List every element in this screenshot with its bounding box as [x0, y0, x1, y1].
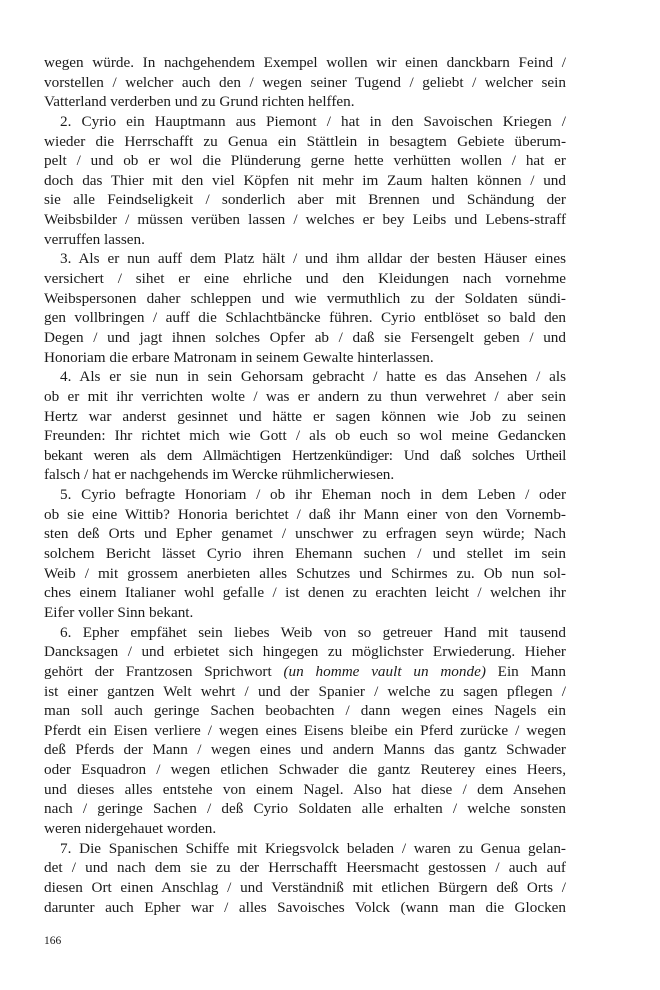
page-number: 166	[44, 935, 62, 947]
text-line: man soll auch geringe Sachen beobachten / dann wegen eines Nagels ein	[44, 702, 566, 720]
text-line: sten deß Orts und Epher genamet / unschwer zu erfragen seyn würde; Nach	[44, 525, 566, 543]
paragraph-3	[44, 249, 566, 367]
text-line: nach / geringe Sachen / deß Cyrio Soldaten alle erhalten / welche sonsten	[44, 800, 566, 818]
text-line: pelt / und ob er wol die Plünderung gerne hette verhütten wollen / hat er	[44, 152, 566, 170]
text-line: Hertz war anderst gesinnet und hätte er sagen können wie Job zu seinen	[44, 407, 566, 425]
text-line: det / und nach dem sie zu der Herrschafft Heersmacht gestossen / auch auf	[44, 859, 566, 877]
text-line: gen vollbringen / auff die Schlachtbäncke führen. Cyrio entblöset so bald den	[44, 309, 566, 327]
text-line: solchem Bericht lässet Cyrio ihren Ehemann suchen / und stellet im sein	[44, 545, 566, 563]
paragraph-2	[44, 112, 566, 249]
text-line: Weibsbilder / müssen verüben lassen / welches er bey Leibs und Lebens-straff	[44, 211, 566, 229]
text-line: 2. Cyrio ein Hauptmann aus Piemont / hat in den Savoischen Kriegen /	[60, 112, 566, 130]
body-text	[44, 53, 566, 917]
text-line: Freunden: Ihr richtet mich wie Gott / als ob euch so wol meine Gedancken	[44, 427, 566, 445]
text-line: diesen Ort einen Anschlag / und Verständniß mit etlichen Bürgern deß Orts /	[44, 878, 566, 896]
text-segment: Ein Mann	[485, 662, 566, 680]
text-line: Honoriam die erbare Matronam in seinem Gewalte hinterlassen.	[44, 348, 434, 366]
text-line	[44, 662, 566, 682]
text-line: darunter auch Epher war / alles Savoisches Volck (wann man die Glocken	[44, 898, 566, 916]
text-line: sie alle Feindseligkeit / sonderlich aber mit Brennen und Schändung der	[44, 191, 566, 209]
text-line: ist einer gantzen Welt wehrt / und der Spanier / welche zu sagen pflegen /	[44, 682, 566, 700]
text-line: ob er mit ihr verrichten wolte / was er andern zu thun verwehret / aber sein	[44, 387, 566, 405]
text-line: falsch / hat er nachgehends im Wercke rühmlicherwiesen.	[44, 466, 395, 484]
paragraph-1	[44, 53, 566, 112]
text-line: und dieses alles entstehe von einem Nagel. Also hat diese / dem Ansehen	[44, 780, 566, 798]
paragraph-6	[44, 623, 566, 839]
text-line: Degen / und jagt ihnen solches Opfer ab / daß sie Fersengelt geben / und	[44, 328, 566, 346]
text-line: bekant weren als dem Allmächtigen Hertzenkündiger: Und daß solches Urtheil	[44, 446, 566, 464]
text-line: Vatterland verderben und zu Grund richten helffen.	[44, 93, 355, 111]
paragraph-5	[44, 485, 566, 622]
text-line: wieder die Herrschafft zu Genua ein Stättlein in besagtem Gebiete überum-	[44, 132, 566, 150]
text-line: Pferdt ein Eisen verliere / wegen eines Eisens bleibe ein Pferd zurücke / wegen	[44, 721, 566, 739]
text-line: vorstellen / welcher auch den / wegen seiner Tugend / geliebt / welcher sein	[44, 73, 566, 91]
text-line: wegen würde. In nachgehendem Exempel wollen wir einen danckbarn Feind /	[44, 54, 566, 71]
text-line: weren nidergehauet worden.	[44, 819, 217, 837]
text-line: verruffen lassen.	[44, 230, 145, 248]
text-line: 3. Als er nun auff dem Platz hält / und ihm alldar der besten Häuser eines	[60, 250, 566, 268]
paragraph-4	[44, 367, 566, 485]
text-line: Weib / mit grossem anerbieten alles Schutzes und Schirmes zu. Ob nun sol-	[44, 564, 566, 582]
italic-phrase: (un homme vault un monde)	[283, 662, 486, 680]
text-line: oder Esquadron / wegen etlichen Schwader die gantz Reuterey eines Heers,	[44, 761, 566, 779]
text-line: 4. Als er sie nun in sein Gehorsam gebracht / hatte es das Ansehen / als	[60, 368, 566, 386]
text-line: versichert / sihet er eine ehrliche und den Kleidungen nach vornehme	[44, 270, 566, 288]
text-line: 5. Cyrio befragte Honoriam / ob ihr Eheman noch in dem Leben / oder	[60, 486, 566, 504]
text-line: 7. Die Spanischen Schiffe mit Kriegsvolck beladen / waren zu Genua gelan-	[60, 839, 566, 857]
paragraph-7	[44, 839, 566, 918]
text-line: ches einem Italianer wohl gefalle / ist denen zu erachten leicht / welchen ihr	[44, 584, 566, 602]
text-line: 6. Epher empfähet sein liebes Weib von so getreuer Hand mit tausend	[60, 623, 566, 641]
text-line: doch das Thier mit den viel Köpfen nit mehr im Zaum halten können / und	[44, 171, 566, 189]
text-line: Weibspersonen daher schleppen und wie vermuthlich zu der Soldaten sündi-	[44, 289, 566, 307]
text-line: Dancksagen / und erbietet sich hingegen zu möglichster Erwiederung. Hieher	[44, 643, 566, 661]
text-line: deß Pferds der Mann / wegen eines und andern Manns das gantz Schwader	[44, 741, 566, 759]
text-line: Eifer voller Sinn bekant.	[44, 603, 194, 621]
text-line: ob sie eine Wittib? Honoria berichtet / daß ihr Mann einer von den Vornemb-	[44, 505, 566, 523]
text-segment: gehört der Frantzosen Sprichwort	[44, 662, 272, 680]
